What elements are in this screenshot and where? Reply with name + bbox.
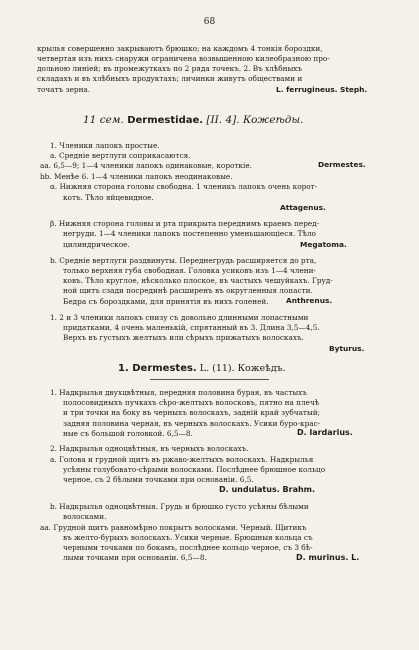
species-line: въ желто-бурыхъ волоскахъ. Усики черные. Брюшныя кольца съ — [63, 533, 313, 542]
key-line: котъ. Тѣло яйцевидное. — [63, 193, 154, 202]
key-line: bb. Менѣе 6. 1—4 членики лапокъ неодинаковые. — [40, 172, 233, 181]
genus-name: Attagenus. — [280, 203, 326, 212]
page-number: 68 — [203, 17, 216, 27]
key-line: только верхняя губа свободная. Головка усиковъ изъ 1—4 члени- — [63, 266, 316, 275]
species-line: лыми точками при основаніи. 6,5—8. — [63, 553, 207, 562]
key-line: ной щитъ сзади посрединѣ расширенъ въ округленныя лопасти. — [63, 286, 313, 295]
key-line: α. Нижняя сторона головы свободна. 1 членикъ лапокъ очень корот- — [50, 182, 318, 191]
species-line: черными точками по бокамъ, послѣднее кольцо черное, съ 3 бѣ- — [63, 543, 313, 552]
key-line: 1. Членики лапокъ простые. — [50, 141, 160, 150]
genus-name: Megatoma. — [300, 240, 347, 249]
species-line: задняя половина черная, въ черныхъ волоскахъ. Усики буро-крас- — [63, 419, 321, 428]
species-line: волосками. — [63, 512, 107, 521]
key-line: ковъ. Тѣло круглое, нѣсколько плоское, въ частыхъ чешуйкахъ. Груд- — [63, 276, 333, 285]
key-line: 1. 2 и 3 членики лапокъ снизу съ довольно длинными лопастными — [50, 313, 309, 322]
genus-name: Byturus. — [329, 344, 365, 353]
intro-line: дольною линіей; въ промежуткахъ по 2 ряда точекъ. 2. Въ хлѣбныхъ — [37, 64, 303, 73]
key-line: придатками, 4 очень маленькій, спрятанный въ 3. Длина 3,5—4,5. — [63, 323, 320, 332]
intro-line: четвертая изъ нихъ снаружи ограничена возвышенною килеобразною про- — [37, 54, 330, 63]
key-line: aa. 6,5—9; 1—4 членики лапокъ одинаковые, короткіе. — [40, 161, 252, 170]
intro-line: крылья совершенно закрываютъ брюшко; на каждомъ 4 тонкія бороздки, — [37, 44, 323, 53]
family-ref: [II. 4]. — [206, 114, 240, 126]
species-line: ные съ большой головкой. 6,5—8. — [63, 429, 193, 438]
species-line: a. Голова и грудной щитъ въ ржаво-желтыхъ волоскахъ. Надкрылья — [50, 455, 314, 464]
divider — [150, 379, 269, 380]
genus-heading — [118, 364, 286, 374]
species-line: b. Надкрылья одноцвѣтныя. Грудь и брюшко густо усѣяны бѣлыми — [50, 502, 309, 511]
genus-name: Dermestes. — [318, 160, 366, 169]
family-name: Dermestidae. — [127, 115, 204, 126]
species-line: полосовидныхъ пучкахъ сѣро-желтыхъ волосковъ, пятно на плечѣ — [63, 398, 320, 407]
family-number: 11 сем. — [83, 114, 124, 126]
species-line: и три точки на боку въ черныхъ волоскахъ, задній край зубчатый; — [63, 408, 321, 417]
genus-name: Anthrenus. — [286, 296, 333, 305]
genus-authority: L. (11). — [199, 363, 235, 374]
key-line: негруди. 1—4 членики лапокъ постепенно уменьшающіеся. Тѣло — [63, 229, 316, 238]
species-line: усѣяны голубовато-сѣрыми волосками. Послѣднее брюшное кольцо — [63, 465, 326, 474]
genus-rus-name: Кожеѣдъ. — [237, 363, 286, 374]
family-rus-name: Кожеѣды. — [242, 114, 304, 126]
species-name: D. lardarius. — [297, 428, 353, 437]
key-line: a. Средніе вертлуги соприкасаются. — [50, 151, 191, 160]
key-line: Верхъ въ густыхъ желтыхъ или сѣрыхъ прижатыхъ волоскахъ. — [63, 333, 304, 342]
family-heading — [83, 116, 303, 126]
genus-title: 1. Dermestes. — [118, 363, 197, 374]
species-name: D. undulatus. Brahm. — [219, 485, 316, 494]
key-line: Бедра съ бороздками, для принятія въ нихъ голеней. — [63, 297, 269, 306]
key-line: β. Нижняя сторона головы и рта прикрыта переднимъ краемъ перед- — [50, 219, 320, 228]
species-line: aa. Грудной щитъ равномѣрно покрытъ волосками. Черный. Щитикъ — [40, 523, 307, 532]
species-name: L. ferrugineus. Steph. — [276, 85, 368, 94]
species-line: 2. Надкрылья одноцвѣтныя, въ черныхъ волоскахъ. — [50, 444, 249, 453]
species-name: D. murinus. L. — [296, 553, 360, 562]
species-line: черное, съ 2 бѣлыми точками при основаніи. 6,5. — [63, 475, 254, 484]
intro-line: складахъ и въ хлѣбныхъ продуктахъ; личинки живутъ обществами и — [37, 74, 303, 83]
key-line: b. Средніе вертлуги раздвинуты. Переднегрудь расширяется до рта, — [50, 256, 317, 265]
key-line: цилиндрическое. — [63, 240, 130, 249]
intro-line: точатъ зерна. — [37, 85, 91, 94]
species-line: 1. Надкрылья двухцвѣтныя, передняя половина бурая, въ частыхъ — [50, 388, 307, 397]
